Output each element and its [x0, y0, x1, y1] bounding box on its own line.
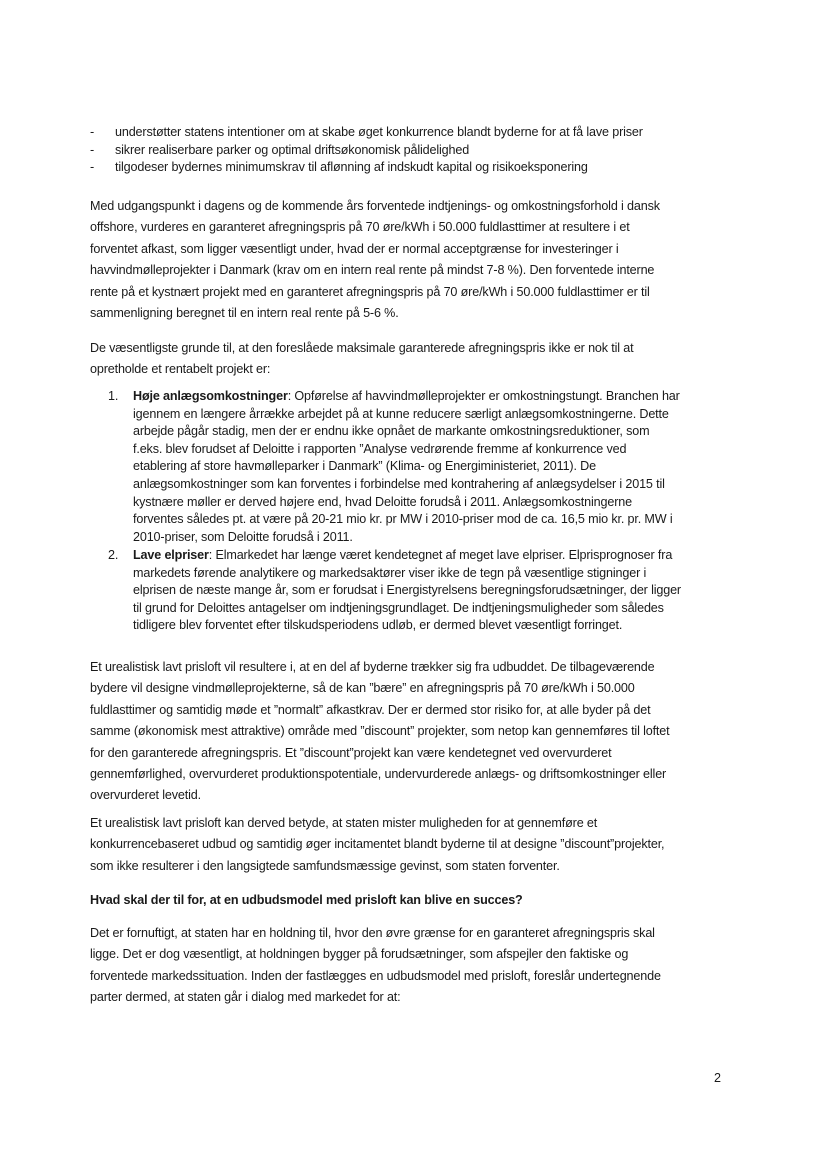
text-line: Et urealistisk lavt prisloft kan derved betyde, at staten mister muligheden for at gennemføre et: [90, 816, 598, 830]
text-line: som ikke resulterer i den langsigtede samfundsmæssige gevinst, som staten forventer.: [90, 858, 560, 873]
bullet-text: understøtter statens intentioner om at skabe øget konkurrence blandt byderne for at få lave priser: [115, 125, 643, 139]
text-line: fuldlasttimer og samtidig møde et ”normalt” afkastkrav. Der er dermed stor risiko for, at alle byder på det: [90, 702, 651, 717]
page-number: 2: [714, 1071, 721, 1085]
text-line: for den garanterede afregningspris. Et ”discount”projekt kan være kendetegnet ved overvurderet: [90, 745, 612, 760]
paragraph-3: [90, 657, 669, 807]
text-line: offshore, vurderes en garanteret afregningspris på 70 øre/kWh i 50.000 fuldlasttimer at resultere i et: [90, 220, 630, 235]
text-line: [133, 547, 681, 565]
text-line: forventes således pt. at være på 20-21 mio kr. pr MW i 2010-priser mod de ca. 16,5 mio kr. pr. MW i: [133, 512, 673, 527]
bullet-marker: -: [90, 125, 95, 139]
text-line: etablering af store havmølleparker i Danmark” (Klima- og Energiministeriet, 2011). De: [133, 459, 596, 474]
text-line: De væsentligste grunde til, at den foreslåede maksimale garanterede afregningspris ikke er nok til at: [90, 341, 634, 355]
text-line: 2010-priser, som Deloitte forudså i 2011.: [133, 529, 353, 544]
text-line: konkurrencebaseret udbud og samtidig øger incitamentet blandt byderne til at designe ”discount”projekter,: [90, 837, 665, 852]
text-line: forventet afkast, som ligger væsentligt under, hvad der er normal acceptgrænse for investeringer i: [90, 241, 619, 256]
text-line: Hvad skal der til for, at en udbudsmodel med prisloft kan blive en succes?: [90, 893, 523, 907]
bullet-item: [90, 142, 643, 160]
bullet-list: [90, 124, 643, 177]
bullet-item: [90, 124, 643, 142]
bullet-text: sikrer realiserbare parker og optimal driftsøkonomisk pålidelighed: [115, 142, 470, 157]
paragraph-5: [90, 923, 661, 1009]
paragraph-2: [90, 338, 633, 381]
text-line: elprisen de næste mange år, som er forudsat i Energistyrelsens beregningsforudsætninger, der ligger: [133, 583, 681, 598]
text-line: sammenligning beregnet til en intern real rente på 5-6 %.: [90, 305, 399, 320]
paragraph-1: [90, 196, 660, 324]
text-line: rente på et kystnært projekt med en garanteret afregningspris på 70 øre/kWh i 50.000 fuldlasttimer er til: [90, 284, 650, 299]
bullet-item: [90, 159, 643, 177]
text-line: markedets førende analytikere og markedsaktører viser ikke de tegn på væsentlige stigninger i: [133, 565, 647, 580]
item-number: 1.: [108, 389, 119, 403]
text-line: gennemførlighed, overvurderet produktionspotentiale, undervurderede anlægs- og driftsomkostninger eller: [90, 766, 667, 781]
text-line: samme (økonomisk mest attraktive) område med ”discount” projekter, som netop kan gennemføres til loftet: [90, 724, 670, 739]
item-text: : Elmarkedet har længe været kendetegnet af meget lave elpriser. Elprisprognoser fra: [208, 548, 673, 562]
section-heading: [90, 890, 523, 911]
text-line: Det er fornuftigt, at staten har en holdning til, hvor den øvre grænse for en garanteret afregningspris skal: [90, 926, 655, 940]
text-line: forventede markedssituation. Inden der fastlægges en udbudsmodel med prisloft, foreslår undertegnende: [90, 968, 661, 983]
item-number: 2.: [108, 548, 119, 562]
text-line: Med udgangspunkt i dagens og de kommende års forventede indtjenings- og omkostningsforhold i dansk: [90, 199, 660, 213]
text-line: opretholde et rentabelt projekt er:: [90, 362, 271, 377]
item-title: Høje anlægsomkostninger: [133, 389, 288, 403]
item-title: Lave elpriser: [133, 548, 209, 562]
text-line: ligge. Det er dog væsentligt, at holdningen bygger på forudsætninger, som afspejler den faktiske og: [90, 947, 629, 962]
bullet-text: tilgodeser bydernes minimumskrav til aflønning af indskudt kapital og risikoeksponering: [115, 160, 588, 175]
text-line: anlægsomkostninger som kan forventes i forbindelse med kontrahering af anlægsydelser i 2015 til: [133, 476, 665, 491]
text-line: til grund for Deloittes antagelser om indtjeningsgrundlaget. De indtjeningsmuligheder som således: [133, 600, 664, 615]
text-line: arbejde pågår stadig, men der er endnu ikke opnået de markante omkostningsreduktioner, som: [133, 424, 650, 439]
text-line: [133, 388, 680, 406]
paragraph-4: [90, 813, 664, 877]
item-text: : Opførelse af havvindmølleprojekter er omkostningstungt. Branchen har: [287, 389, 680, 403]
text-line: havvindmølleprojekter i Danmark (krav om en intern real rente på mindst 7-8 %). Den forventede interne: [90, 263, 655, 278]
bullet-marker: -: [90, 160, 95, 175]
numbered-item-1: [108, 388, 680, 546]
text-line: kystnære møller er derved højere end, hvad Deloitte forudså i 2011. Anlægsomkostningerne: [133, 494, 632, 509]
text-line: tidligere blev forventet efter tilskudsperiodens udløb, er dermed blevet væsentligt forringet.: [133, 618, 623, 633]
text-line: bydere vil designe vindmølleprojekterne, så de kan ”bære” en afregningspris på 70 øre/kWh i 50.000: [90, 681, 635, 696]
bullet-marker: -: [90, 142, 95, 157]
text-line: Et urealistisk lavt prisloft vil resultere i, at en del af byderne trækker sig fra udbuddet. De tilbageværende: [90, 660, 655, 674]
text-line: overvurderet levetid.: [90, 788, 201, 803]
text-line: f.eks. blev forudset af Deloitte i rapporten ”Analyse vedrørende fremme af konkurrence ved: [133, 441, 627, 456]
text-line: parter dermed, at staten går i dialog med markedet for at:: [90, 990, 401, 1005]
numbered-item-2: [108, 547, 681, 635]
text-line: igennem en længere årrække arbejdet på at kunne reducere særligt anlægsomkostningerne. Dette: [133, 406, 669, 421]
